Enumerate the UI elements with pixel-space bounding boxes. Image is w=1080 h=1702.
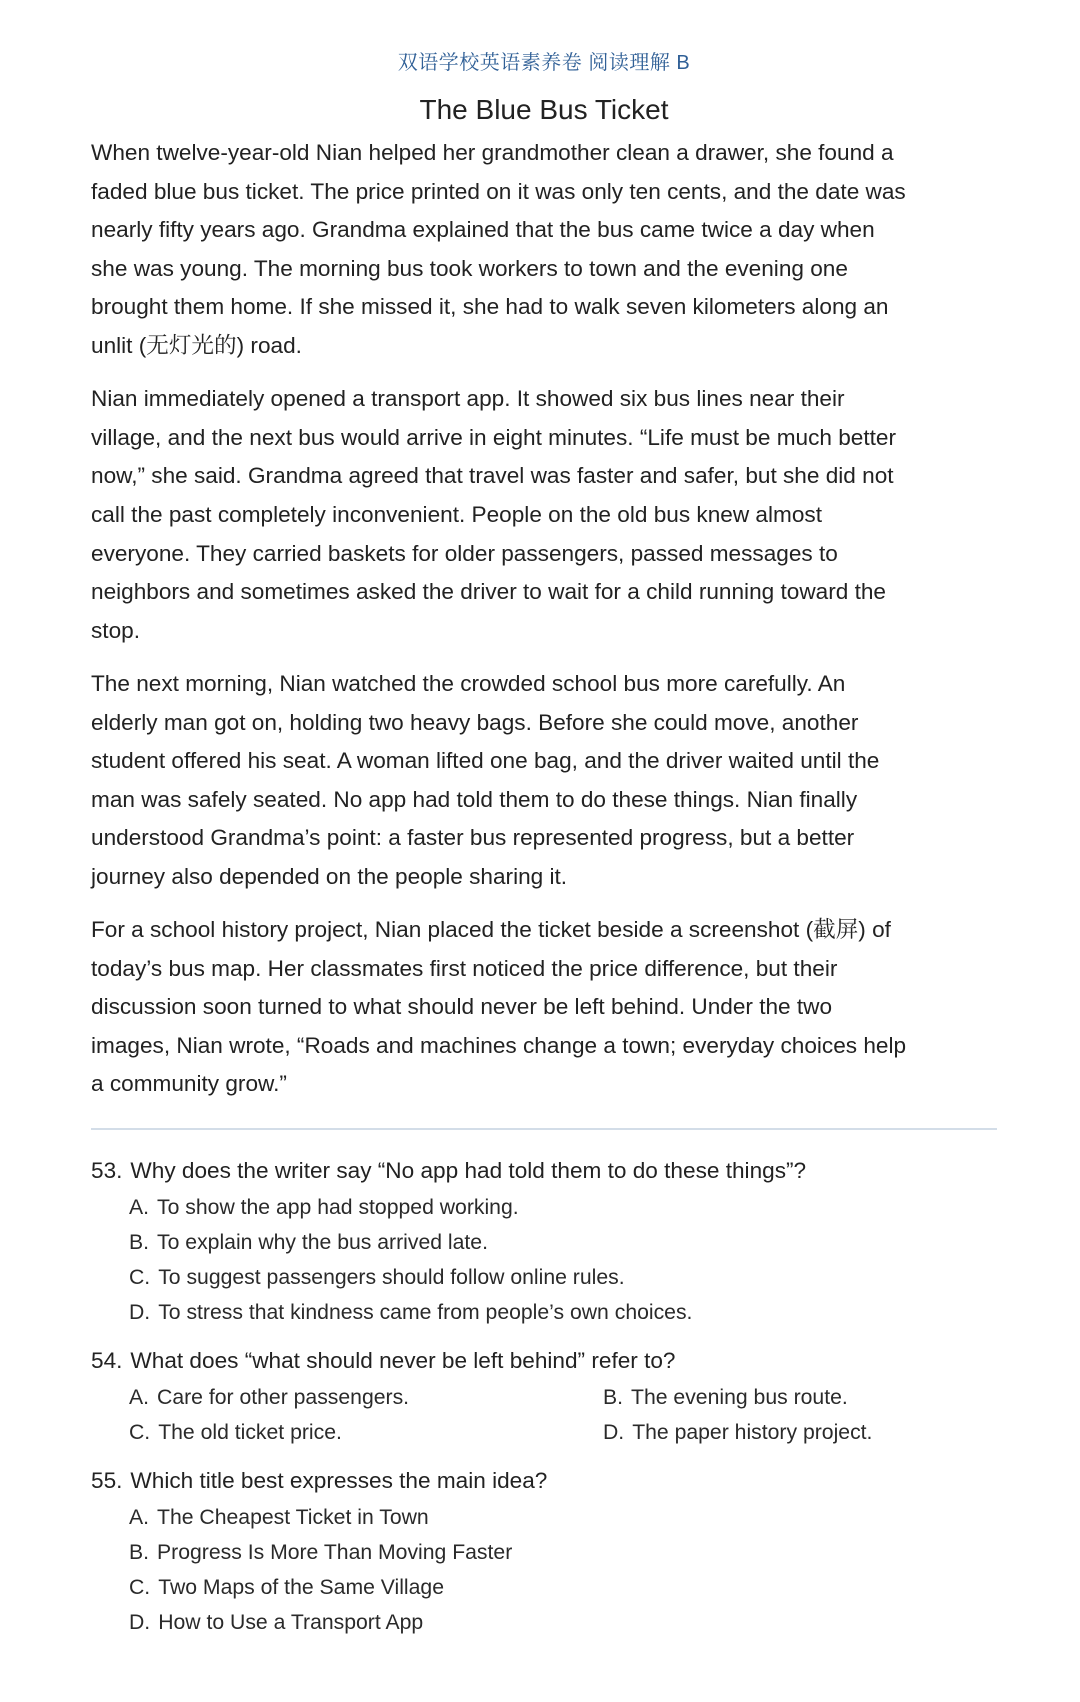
passage-line: now,” she said. Grandma agreed that travel was faster and safer, but she did not — [91, 463, 894, 489]
question-stem — [91, 1152, 997, 1190]
option-text: To show the app had stopped working. — [157, 1196, 519, 1220]
question-55 — [91, 1462, 997, 1640]
passage-line: discussion soon turned to what should never be left behind. Under the two — [91, 994, 833, 1020]
option-text: To suggest passengers should follow online rules. — [158, 1266, 625, 1290]
passage-line: The next morning, Nian watched the crowded school bus more carefully. An — [91, 670, 846, 696]
passage-line: student offered his seat. A woman lifted one bag, and the driver waited until the — [91, 748, 880, 774]
question-number: 53. — [91, 1158, 123, 1184]
option-list — [91, 1500, 997, 1640]
question-number: 55. — [91, 1468, 123, 1494]
question-stem — [91, 1342, 997, 1380]
passage-line: For a school history project, Nian placed the ticket beside a screenshot (截屏) of — [91, 917, 891, 943]
passage-line: village, and the next bus would arrive in eight minutes. “Life must be much better — [91, 424, 897, 450]
passage-line: today’s bus map. Her classmates first noticed the price difference, but their — [91, 955, 838, 981]
option-b[interactable] — [129, 1225, 997, 1260]
option-b[interactable] — [603, 1380, 997, 1415]
option-letter: D. — [603, 1421, 625, 1445]
passage-line: man was safely seated. No app had told them to do these things. Nian finally — [91, 786, 858, 812]
option-text: The paper history project. — [632, 1421, 873, 1445]
passage-line: she was young. The morning bus took workers to town and the evening one — [91, 255, 848, 281]
option-d[interactable] — [129, 1295, 997, 1330]
passage-line: brought them home. If she missed it, she had to walk seven kilometers along an — [91, 294, 889, 320]
option-d[interactable] — [129, 1605, 997, 1640]
passage-line: elderly man got on, holding two heavy bags. Before she could move, another — [91, 709, 859, 735]
option-letter: C. — [129, 1421, 151, 1445]
question-number: 54. — [91, 1348, 123, 1374]
option-letter: B. — [129, 1231, 150, 1255]
passage-line: understood Grandma’s point: a faster bus represented progress, but a better — [91, 825, 855, 851]
question-stem — [91, 1462, 997, 1500]
passage-line: call the past completely inconvenient. People on the old bus knew almost — [91, 501, 822, 527]
option-text: To explain why the bus arrived late. — [157, 1231, 488, 1255]
passage-title: The Blue Bus Ticket — [419, 94, 669, 125]
option-text: Progress Is More Than Moving Faster — [157, 1541, 513, 1565]
passage-line: nearly fifty years ago. Grandma explained that the bus came twice a day when — [91, 217, 875, 243]
option-letter: C. — [129, 1266, 151, 1290]
section-divider — [91, 1128, 997, 1130]
option-d[interactable] — [603, 1415, 997, 1450]
passage-line: faded blue bus ticket. The price printed on it was only ten cents, and the date was — [91, 178, 906, 204]
passage-line: a community grow.” — [91, 1071, 287, 1097]
option-text: Care for other passengers. — [157, 1386, 410, 1410]
option-letter: B. — [603, 1386, 624, 1410]
question-54 — [91, 1342, 997, 1450]
reading-passage — [91, 134, 997, 1104]
option-a[interactable] — [129, 1190, 997, 1225]
paragraph-3 — [91, 665, 997, 897]
passage-line: neighbors and sometimes asked the driver to wait for a child running toward the — [91, 579, 886, 605]
option-c[interactable] — [129, 1260, 997, 1295]
question-text: What does “what should never be left behind” refer to? — [130, 1348, 676, 1374]
passage-line: stop. — [91, 617, 140, 643]
exam-page — [91, 0, 997, 1652]
option-text: Two Maps of the Same Village — [158, 1576, 444, 1600]
option-list — [91, 1190, 997, 1330]
option-letter: D. — [129, 1301, 151, 1325]
passage-line: images, Nian wrote, “Roads and machines change a town; everyday choices help — [91, 1032, 907, 1058]
option-text: The old ticket price. — [158, 1421, 342, 1445]
option-letter: A. — [129, 1196, 150, 1220]
option-letter: C. — [129, 1576, 151, 1600]
passage-line: journey also depended on the people sharing it. — [91, 863, 568, 889]
option-text: To stress that kindness came from people’s own choices. — [158, 1301, 693, 1325]
passage-line: everyone. They carried baskets for older passengers, passed messages to — [91, 540, 838, 566]
option-c[interactable] — [129, 1415, 603, 1450]
option-b[interactable] — [129, 1535, 997, 1570]
passage-line: When twelve-year-old Nian helped her grandmother clean a drawer, she found a — [91, 140, 894, 165]
option-letter: A. — [129, 1506, 150, 1530]
option-text: The evening bus route. — [631, 1386, 848, 1410]
option-letter: D. — [129, 1611, 151, 1635]
paragraph-2 — [91, 380, 997, 650]
option-list — [91, 1380, 997, 1450]
option-letter: A. — [129, 1386, 150, 1410]
question-text: Why does the writer say “No app had told them to do these things”? — [130, 1158, 807, 1184]
question-text: Which title best expresses the main idea? — [130, 1468, 548, 1494]
option-c[interactable] — [129, 1570, 997, 1605]
option-letter: B. — [129, 1541, 150, 1565]
question-list — [91, 1152, 997, 1640]
option-text: The Cheapest Ticket in Town — [157, 1506, 429, 1530]
option-a[interactable] — [129, 1500, 997, 1535]
paragraph-1 — [91, 134, 997, 366]
passage-line: Nian immediately opened a transport app. It showed six bus lines near their — [91, 386, 845, 412]
exam-header: 双语学校英语素养卷 阅读理解 B — [397, 52, 691, 74]
question-53 — [91, 1152, 997, 1330]
option-text: How to Use a Transport App — [158, 1611, 424, 1635]
passage-line: unlit (无灯光的) road. — [91, 332, 302, 358]
option-a[interactable] — [129, 1380, 603, 1415]
paragraph-4 — [91, 911, 997, 1104]
